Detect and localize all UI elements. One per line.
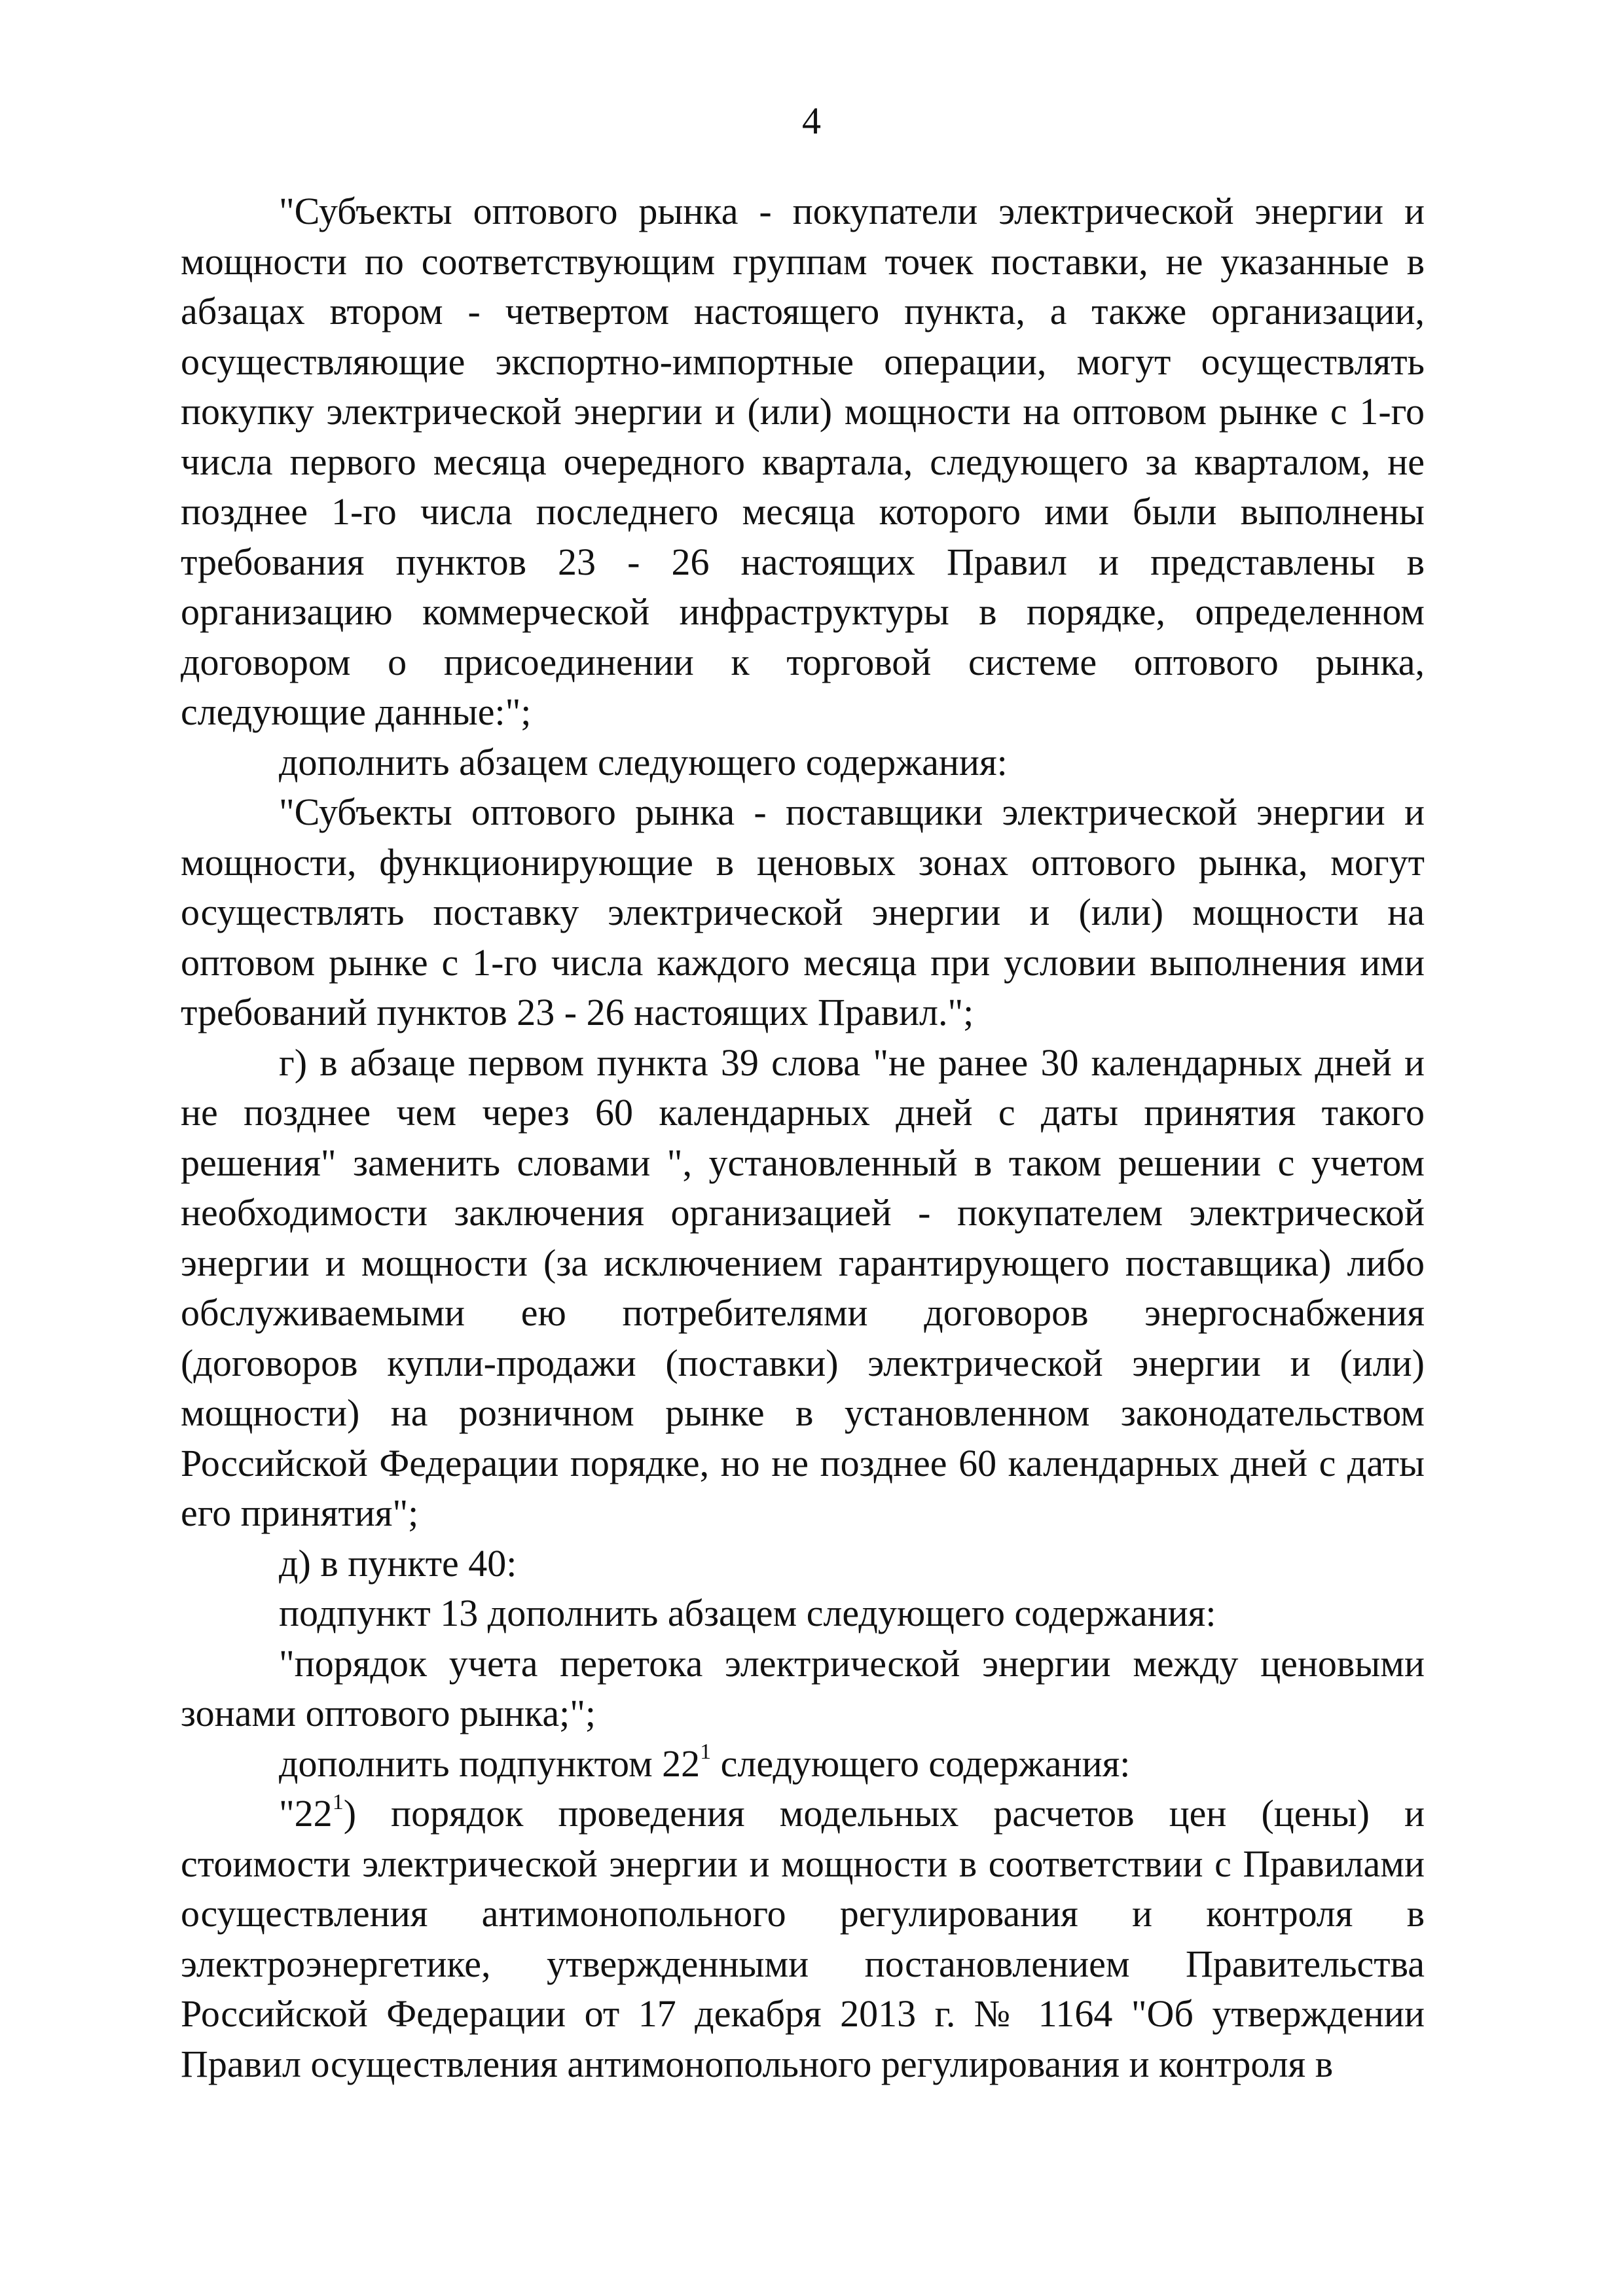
text-segment: ) порядок проведения модельных расчетов цен (цены) и стоимости электрической энергии и мощности в соответствии с Правилами осуществления антимонопольного регулирования и контроля в электроэнергетике, утвержденными постановлением Правительства Российской Федерации от 17 декабря 2013 г. № 1164 "Об утверждении Правил осуществления антимонопольного регулирования и контроля в (181, 1792, 1425, 2085)
paragraph-item-d: д) в пункте 40: (279, 1541, 517, 1585)
paragraph-flow-accounting: "порядок учета перетока электрической энергии между ценовыми зонами оптового рынка;"; (181, 1641, 1425, 1734)
text-segment: "22 (279, 1792, 333, 1835)
paragraph-wholesale-buyers: "Субъекты оптового рынка - покупатели электрической энергии и мощности по соответствующим группам точек поставки, не указанные в абзацах втором - четвертом настоящего пункта, а также организации, осуществляющие экспортно-импортные операции, могут осуществлять покупку электрической энергии и (или) мощности на оптовом рынке с 1-го числа первого месяца очередного квартала, следующего за кварталом, не позднее 1-го числа последнего месяца которого ими были выполнены требования пунктов 23 - 26 настоящих Правил и представлены в организацию коммерческой инфраструктуры в порядке, определенном договором о присоединении к торговой системе оптового рынка, следующие данные:"; (181, 190, 1425, 733)
text-segment: дополнить подпунктом 22 (279, 1742, 701, 1785)
paragraph-add-clause: дополнить абзацем следующего содержания: (279, 740, 1008, 783)
paragraph-wholesale-suppliers: "Субъекты оптового рынка - поставщики электрической энергии и мощности, функционирующие в ценовых зонах оптового рынка, могут осуществлять поставку электрической энергии и (или) мощности на оптовом рынке с 1-го числа каждого месяца при условии выполнения ими требований пунктов 23 - 26 настоящих Правил."; (181, 791, 1425, 1033)
document-body (181, 187, 1425, 2089)
text-segment: следующего содержания: (711, 1742, 1131, 1785)
page-number: 4 (802, 99, 821, 142)
paragraph-subitem-13: подпункт 13 дополнить абзацем следующего содержания: (279, 1592, 1216, 1634)
paragraph-item-g: г) в абзаце первом пункта 39 слова "не ранее 30 календарных дней и не позднее чем через 60 календарных дней с даты принятия такого решения" заменить словами ", установленный в таком решении с учетом необходимости заключения организацией - покупателем электрической энергии и мощности (за исключением гарантирующего поставщика) либо обслуживаемыми ею потребителями договоров энергоснабжения (договоров купли-продажи (поставки) электрической энергии и (или) мощности) на розничном рынке в установленном законодательством Российской Федерации порядке, но не позднее 60 календарных дней с даты его принятия"; (181, 1041, 1425, 1534)
paragraph-subitem-22-1-text (181, 1789, 1425, 2089)
paragraph-add-subitem-22-1 (181, 1739, 1425, 1789)
superscript: 1 (700, 1740, 712, 1765)
superscript: 1 (332, 1789, 344, 1814)
